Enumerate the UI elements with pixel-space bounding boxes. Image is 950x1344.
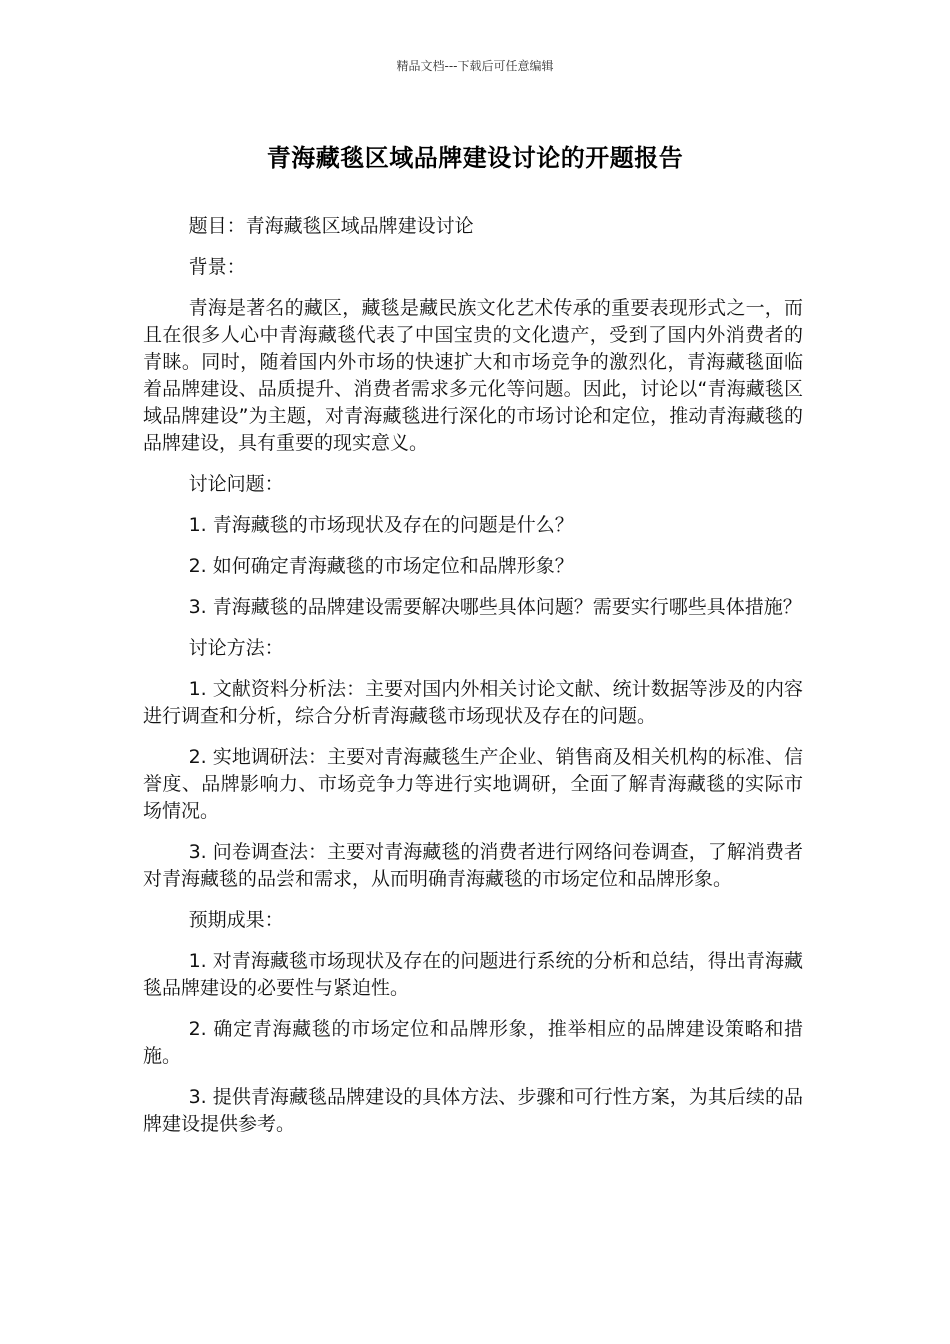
outcome-item: 1. 对青海藏毯市场现状及存在的问题进行系统的分析和总结，得出青海藏毯品牌建设的必要性与紧迫性。 bbox=[143, 950, 803, 999]
outcomes-heading: 预期成果： bbox=[188, 909, 284, 931]
outcome-item: 3. 提供青海藏毯品牌建设的具体方法、步骤和可行性方案，为其后续的品牌建设提供参考。 bbox=[143, 1086, 803, 1135]
question-item: 1. 青海藏毯的市场现状及存在的问题是什么？ bbox=[188, 514, 574, 536]
question-item: 3. 青海藏毯的品牌建设需要解决哪些具体问题？需要实行哪些具体措施？ bbox=[188, 596, 802, 618]
questions-heading: 讨论问题： bbox=[188, 473, 284, 495]
document-body bbox=[143, 213, 803, 1152]
method-item: 3. 问卷调查法：主要对青海藏毯的消费者进行网络问卷调查，了解消费者对青海藏毯的品尝和需求，从而明确青海藏毯的市场定位和品牌形象。 bbox=[143, 841, 803, 890]
document-title: 青海藏毯区域品牌建设讨论的开题报告 bbox=[266, 144, 684, 172]
method-item: 2. 实地调研法：主要对青海藏毯生产企业、销售商及相关机构的标准、信誉度、品牌影响力、市场竞争力等进行实地调研，全面了解青海藏毯的实际市场情况。 bbox=[143, 746, 803, 822]
background-paragraph: 青海是著名的藏区，藏毯是藏民族文化艺术传承的重要表现形式之一，而且在很多人心中青海藏毯代表了中国宝贵的文化遗产，受到了国内外消费者的青睐。同时，随着国内外市场的快速扩大和市场竞争的激烈化，青海藏毯面临着品牌建设、品质提升、消费者需求多元化等问题。因此，讨论以“青海藏毯区域品牌建设”为主题，对青海藏毯进行深化的市场讨论和定位，推动青海藏毯的品牌建设，具有重要的现实意义。 bbox=[143, 297, 803, 454]
methods-heading: 讨论方法： bbox=[188, 637, 284, 659]
question-item: 2. 如何确定青海藏毯的市场定位和品牌形象？ bbox=[188, 555, 574, 577]
background-heading: 背景： bbox=[188, 256, 246, 278]
topic-paragraph: 题目：青海藏毯区域品牌建设讨论 bbox=[188, 215, 474, 237]
header-note: 精品文档---下载后可任意编辑 bbox=[396, 59, 554, 73]
outcome-item: 2. 确定青海藏毯的市场定位和品牌形象，推举相应的品牌建设策略和措施。 bbox=[143, 1018, 803, 1067]
method-item: 1. 文献资料分析法：主要对国内外相关讨论文献、统计数据等涉及的内容进行调查和分析，综合分析青海藏毯市场现状及存在的问题。 bbox=[143, 678, 803, 727]
